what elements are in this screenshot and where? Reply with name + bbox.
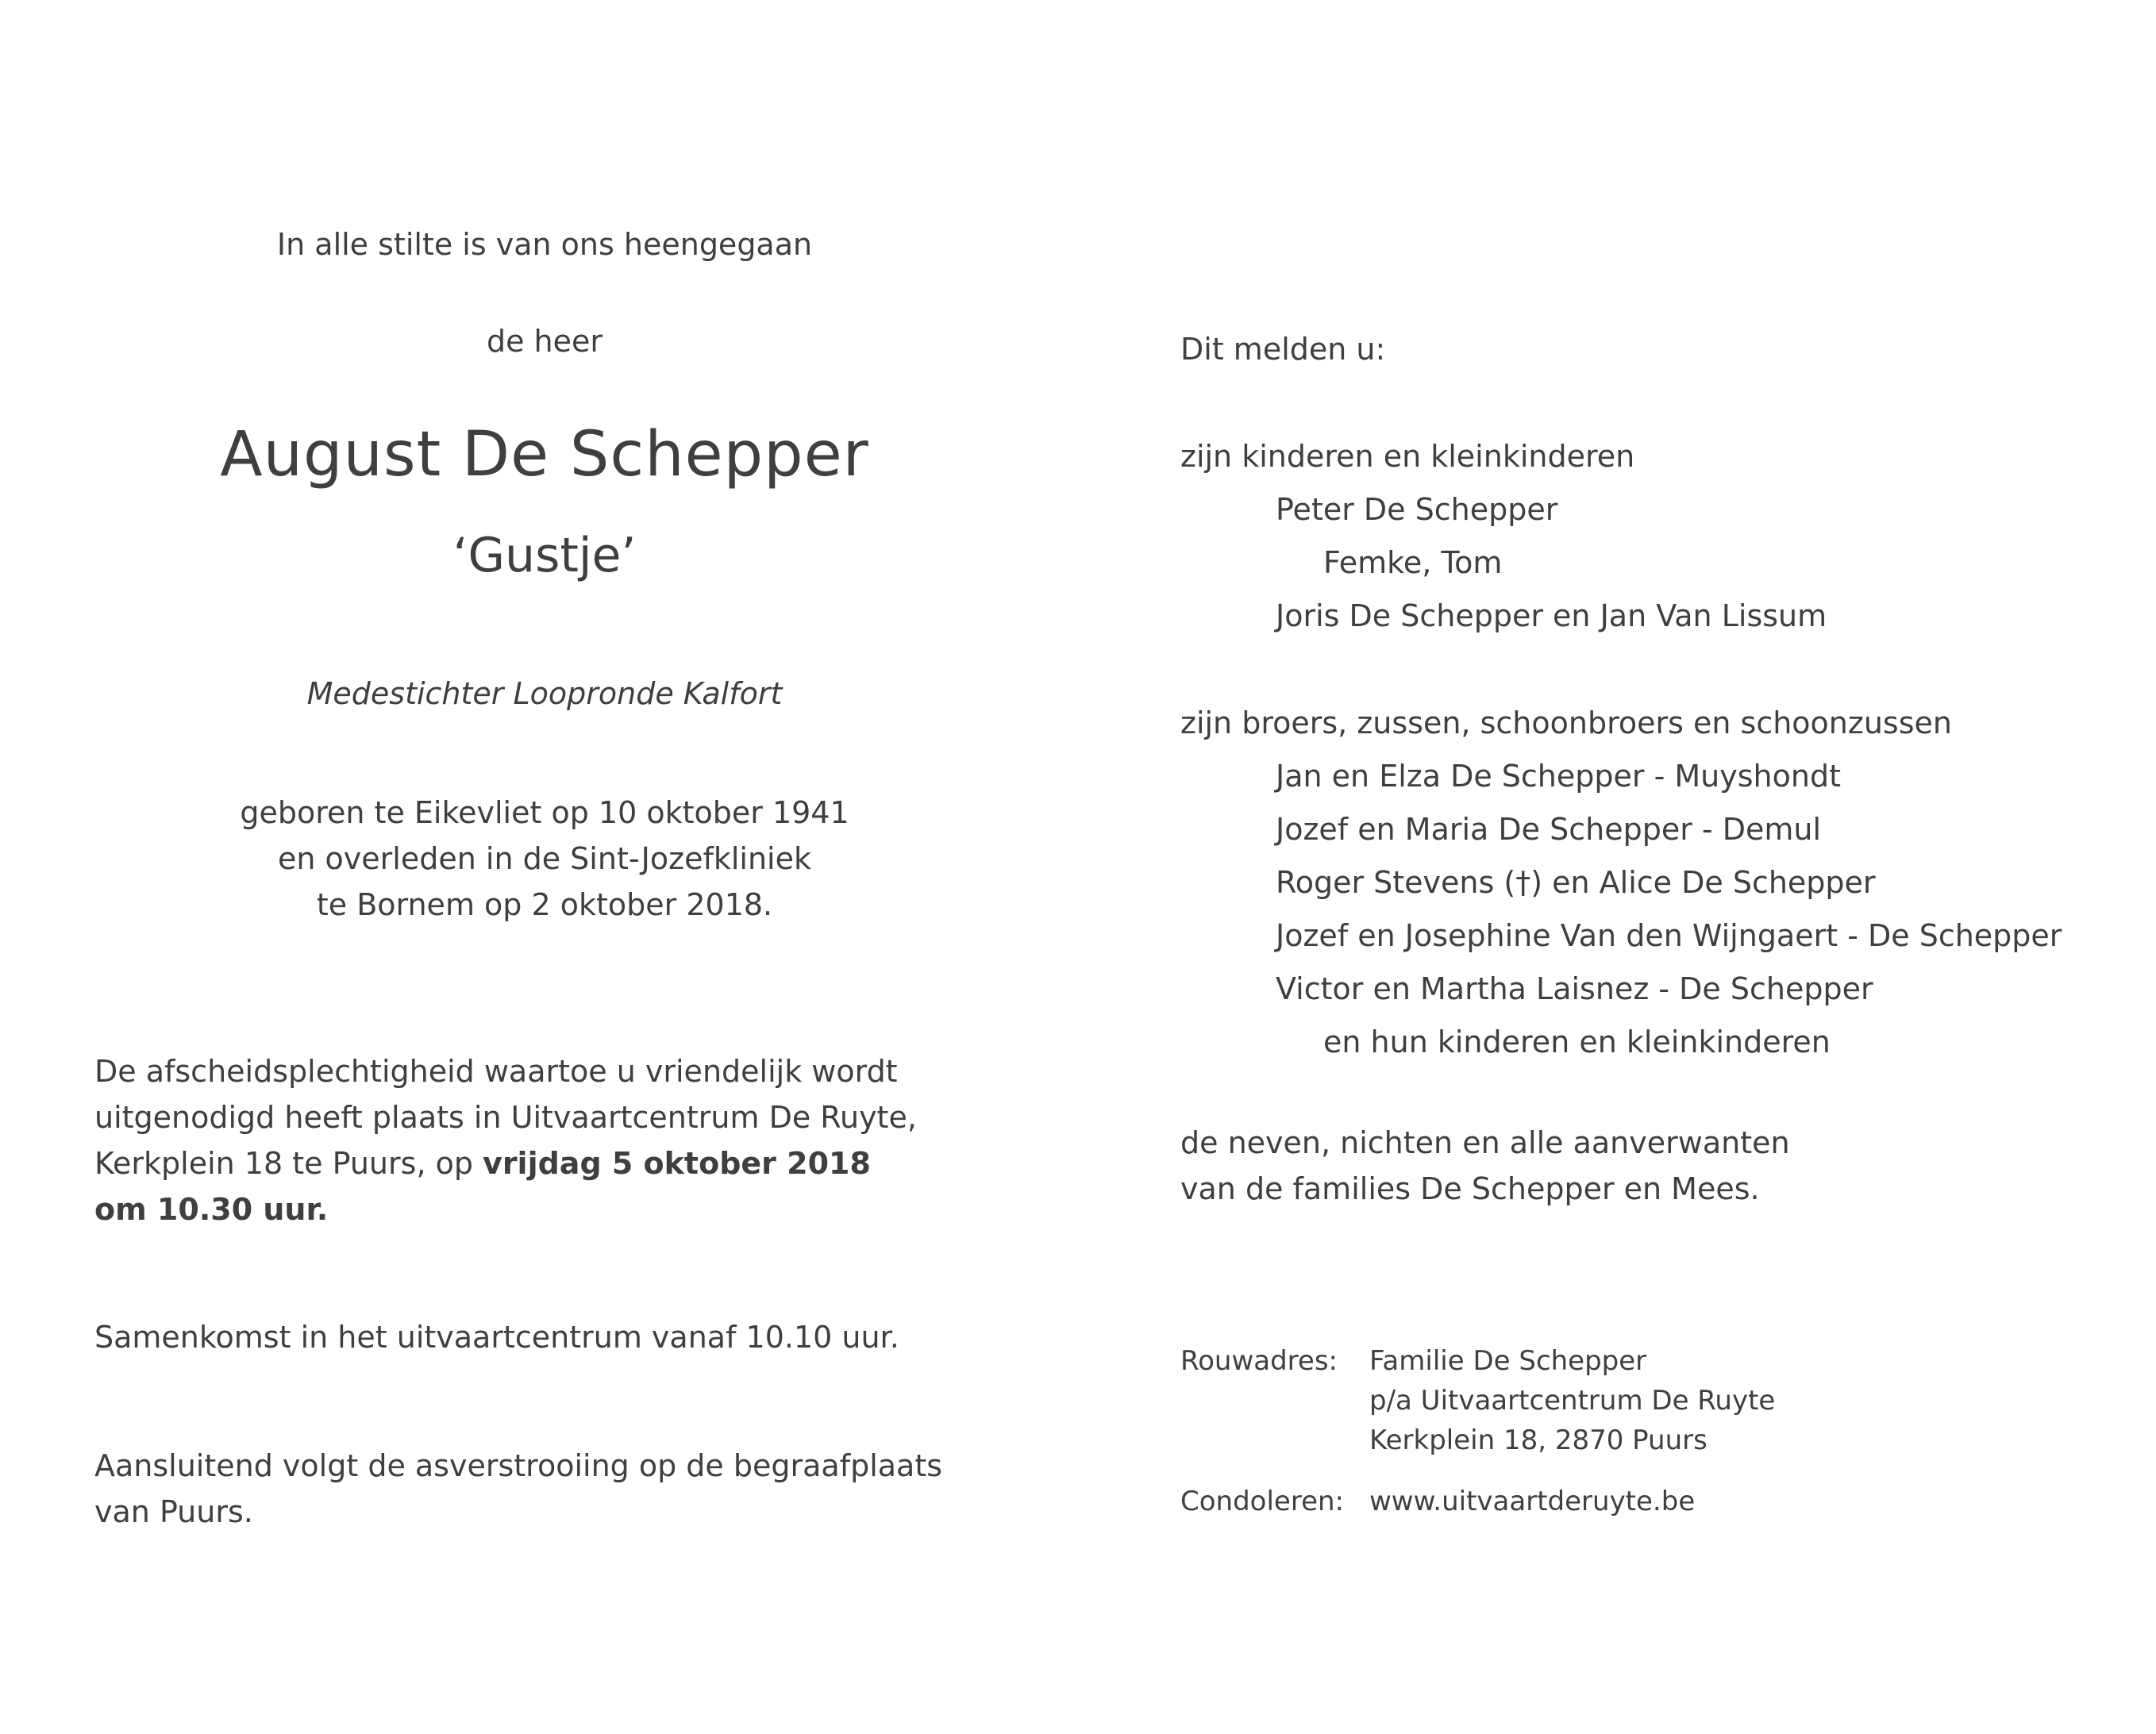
child-name: Joris De Schepper en Jan Van Lissum (1276, 598, 1827, 633)
intro-line: In alle stilte is van ons heengegaan (276, 227, 813, 262)
ceremony-time: om 10.30 uur. (94, 1192, 329, 1227)
role-line: Medestichter Loopronde Kalfort (306, 676, 783, 711)
address-line: p/a Uitvaartcentrum De Ruyte (1369, 1385, 1776, 1417)
birth-line: geboren te Eikevliet op 10 oktober 1941 (240, 795, 849, 830)
address-line: Familie De Schepper (1369, 1345, 1647, 1377)
life-dates (79, 790, 1010, 928)
siblings-heading: zijn broers, zussen, schoonbroers en schoonzussen (1180, 706, 1952, 740)
relatives-paragraph (1180, 1120, 1790, 1212)
death-place-line: te Bornem op 2 oktober 2018. (316, 887, 773, 922)
siblings-descendants: en hun kinderen en kleinkinderen (1323, 1025, 1831, 1059)
scattering-line: van Puurs. (94, 1494, 253, 1529)
scattering-line: Aansluitend volgt de asverstrooiing op de begraafplaats (94, 1448, 943, 1483)
child-name: Peter De Schepper (1276, 492, 1558, 527)
address-line: Kerkplein 18, 2870 Puurs (1369, 1424, 1707, 1456)
announce-line: Dit melden u: (1180, 332, 1386, 367)
scattering-paragraph (94, 1443, 942, 1535)
sibling-name: Roger Stevens (†) en Alice De Schepper (1276, 865, 1876, 900)
honorific: de heer (486, 324, 603, 359)
address-label: Rouwadres: (1180, 1345, 1338, 1377)
sibling-name: Jan en Elza De Schepper - Muyshondt (1276, 759, 1841, 794)
ceremony-line: uitgenodigd heeft plaats in Uitvaartcentrum De Ruyte, (94, 1100, 917, 1135)
ceremony-location: Kerkplein 18 te Puurs, op (94, 1146, 483, 1181)
address-block (1369, 1341, 1775, 1460)
relatives-line: van de families De Schepper en Mees. (1180, 1171, 1760, 1206)
death-line: en overleden in de Sint-Jozefkliniek (278, 841, 811, 876)
relatives-line: de neven, nichten en alle aanverwanten (1180, 1125, 1790, 1160)
sibling-name: Jozef en Maria De Schepper - Demul (1276, 812, 1822, 847)
sibling-name: Jozef en Josephine Van den Wijngaert - De Schepper (1276, 918, 2062, 953)
ceremony-paragraph (94, 1048, 917, 1232)
condolence-link[interactable]: www.uitvaartderuyte.be (1369, 1486, 1696, 1517)
children-heading: zijn kinderen en kleinkinderen (1180, 439, 1635, 474)
ceremony-date: vrijdag 5 oktober 2018 (483, 1146, 871, 1181)
ceremony-line (94, 1140, 917, 1186)
ceremony-line: De afscheidsplechtigheid waartoe u vriendelijk wordt (94, 1054, 898, 1089)
grandchildren-names: Femke, Tom (1323, 545, 1503, 580)
sibling-name: Victor en Martha Laisnez - De Schepper (1276, 971, 1873, 1006)
deceased-name: August De Schepper (220, 419, 869, 490)
nickname: ‘Gustje’ (452, 528, 637, 583)
condolence-label: Condoleren: (1180, 1486, 1344, 1517)
gathering-line: Samenkomst in het uitvaartcentrum vanaf 10.10 uur. (94, 1320, 899, 1355)
